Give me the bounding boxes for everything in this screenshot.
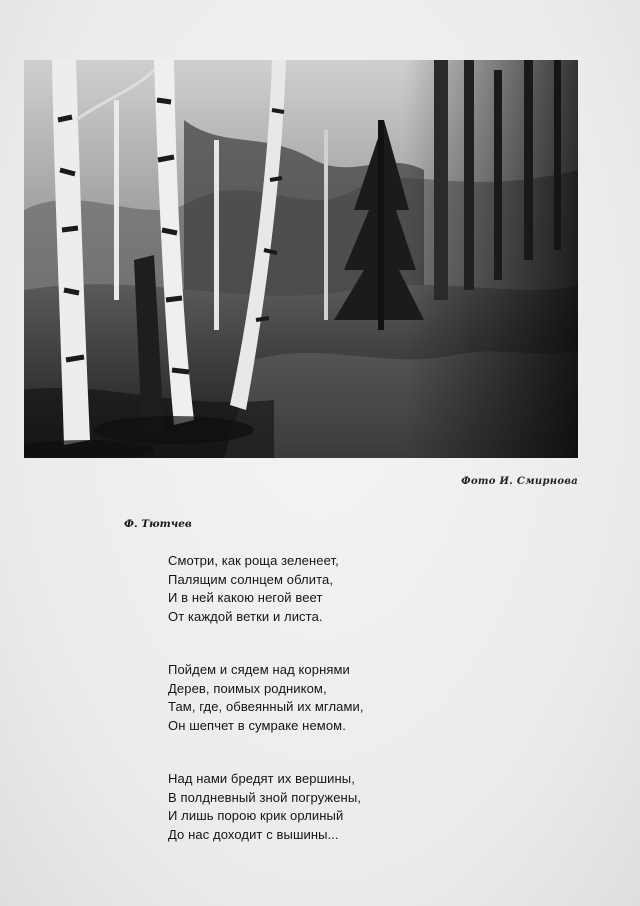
poem-author: Ф. Тютчев [124, 518, 192, 530]
poem-line: Дерев, поимых родником, [168, 680, 327, 696]
poem-line: От каждой ветки и листа. [168, 608, 323, 624]
poem-line: Там, где, обвеянный их мглами, [168, 699, 364, 714]
poem-line: Пойдем и сядем над корнями [168, 662, 350, 677]
poem-line: И лишь порою крик орлиный [168, 808, 344, 823]
poem-line: Смотри, как роща зеленеет, [168, 553, 339, 568]
photo-credit: Фото И. Смирнова [461, 476, 578, 487]
poem-stanza [168, 770, 364, 844]
poem-line: Он шепчет в сумраке немом. [168, 717, 346, 733]
poem-line: Палящим солнцем облита, [168, 571, 334, 587]
forest-photo-image [24, 60, 578, 458]
poem-line: В полдневный зной погружены, [168, 789, 361, 805]
forest-photo [24, 60, 578, 458]
poem-line: И в ней какою негой веет [168, 590, 323, 605]
poem-stanza [168, 661, 364, 735]
poem-line: До нас доходит с вышины... [168, 826, 339, 842]
poem-text [168, 552, 364, 879]
poem-line: Над нами бредят их вершины, [168, 771, 355, 786]
poem-stanza [168, 552, 364, 626]
